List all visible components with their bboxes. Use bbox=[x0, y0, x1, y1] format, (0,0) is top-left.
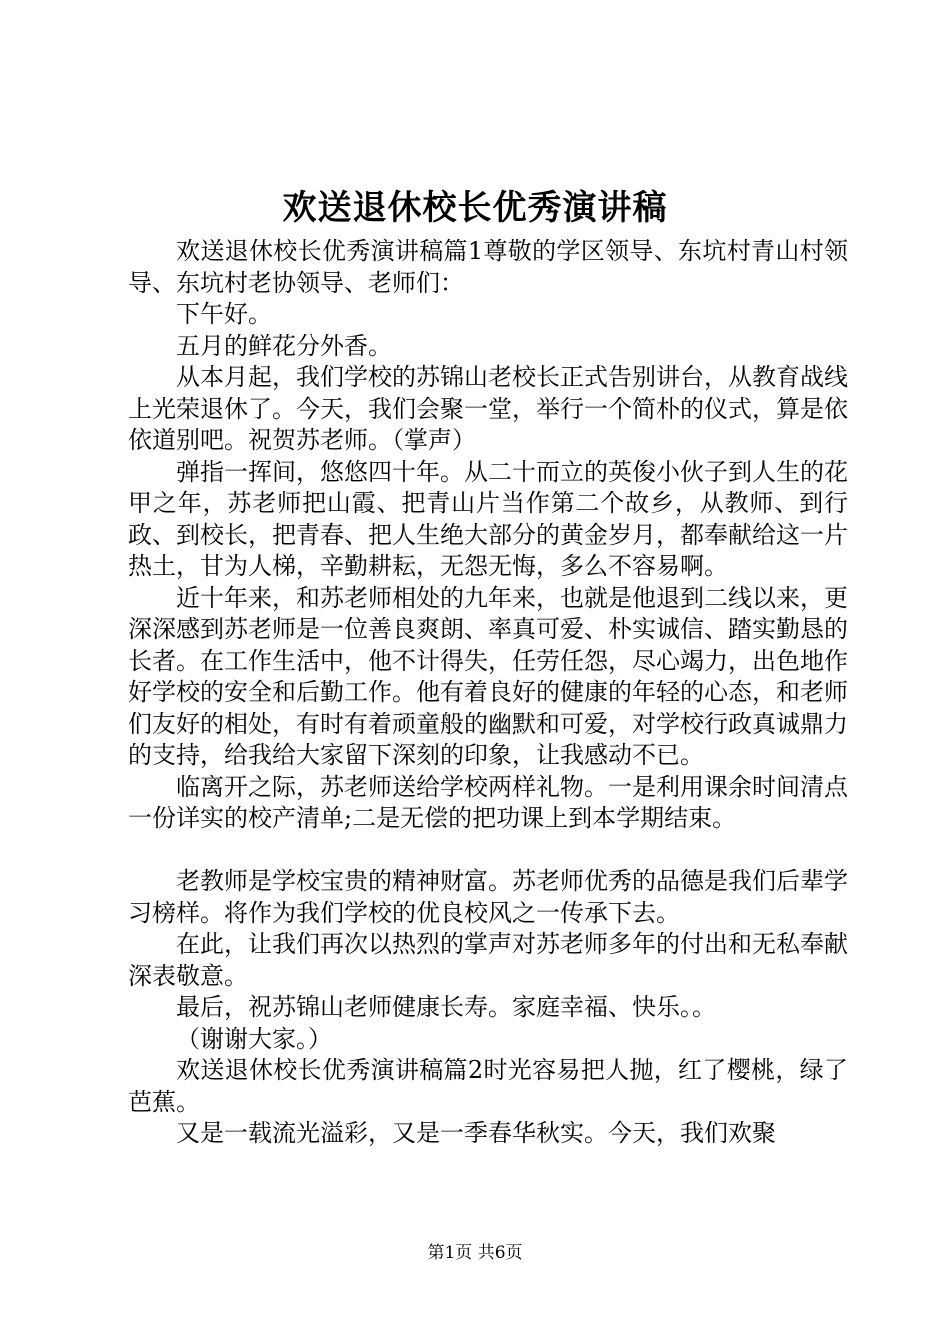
paragraph: 五月的鲜花分外香。 bbox=[176, 331, 392, 360]
paragraph: （谢谢大家。） bbox=[176, 1024, 332, 1053]
paragraph: 欢送退休校长优秀演讲稿篇1尊敬的学区领导、东坑村青山村领导、东坑村老协领导、老师们： bbox=[128, 237, 848, 297]
paragraph: 下午好。 bbox=[176, 300, 272, 328]
document-body bbox=[128, 236, 848, 1150]
paragraph: 近十年来，和苏老师相处的九年来，也就是他退到二线以来，更深深感到苏老师是一位善良爽朗、率真可爱、朴实诚信、踏实勤恳的长者。在工作生活中，他不计得失，任劳任怨，尽心竭力，出色地作好学校的安全和后勤工作。他有着良好的健康的年轻的心态，和老师们友好的相处，有时有着顽童般的幽默和可爱，对学校行政真诚鼎力的支持，给我给大家留下深刻的印象，让我感动不已。 bbox=[128, 583, 848, 769]
paragraph: 弹指一挥间，悠悠四十年。从二十而立的英俊小伙子到人生的花甲之年，苏老师把山霞、把青山片当作第二个故乡，从教师、到行政、到校长，把青春、把人生绝大部分的黄金岁月，都奉献给这一片热土，甘为人梯，辛勤耕耘，无怨无悔，多么不容易啊。 bbox=[128, 457, 848, 580]
paragraph: 从本月起，我们学校的苏锦山老校长正式告别讲台，从教育战线上光荣退休了。今天，我们会聚一堂，举行一个简朴的仪式，算是依依道别吧。祝贺苏老师。（掌声） bbox=[128, 363, 848, 454]
paragraph: 最后，祝苏锦山老师健康长寿。家庭幸福、快乐。。 bbox=[176, 993, 716, 1021]
paragraph: 老教师是学校宝贵的精神财富。苏老师优秀的品德是我们后辈学习榜样。将作为我们学校的优良校风之一传承下去。 bbox=[128, 867, 848, 927]
paragraph: 欢送退休校长优秀演讲稿篇2时光容易把人抛，红了樱桃，绿了芭蕉。 bbox=[128, 1056, 848, 1116]
paragraph: 又是一载流光溢彩，又是一季春华秋实。今天，我们欢聚 bbox=[176, 1119, 776, 1147]
document-title: 欢送退休校长优秀演讲稿 bbox=[282, 188, 668, 228]
paragraph: 在此，让我们再次以热烈的掌声对苏老师多年的付出和无私奉献深表敬意。 bbox=[128, 930, 848, 990]
paragraph: 临离开之际，苏老师送给学校两样礼物。一是利用课余时间清点一份详实的校产清单;二是无偿的把功课上到本学期结束。 bbox=[128, 772, 848, 832]
page-number-footer: 第1页 共6页 bbox=[427, 1243, 523, 1263]
